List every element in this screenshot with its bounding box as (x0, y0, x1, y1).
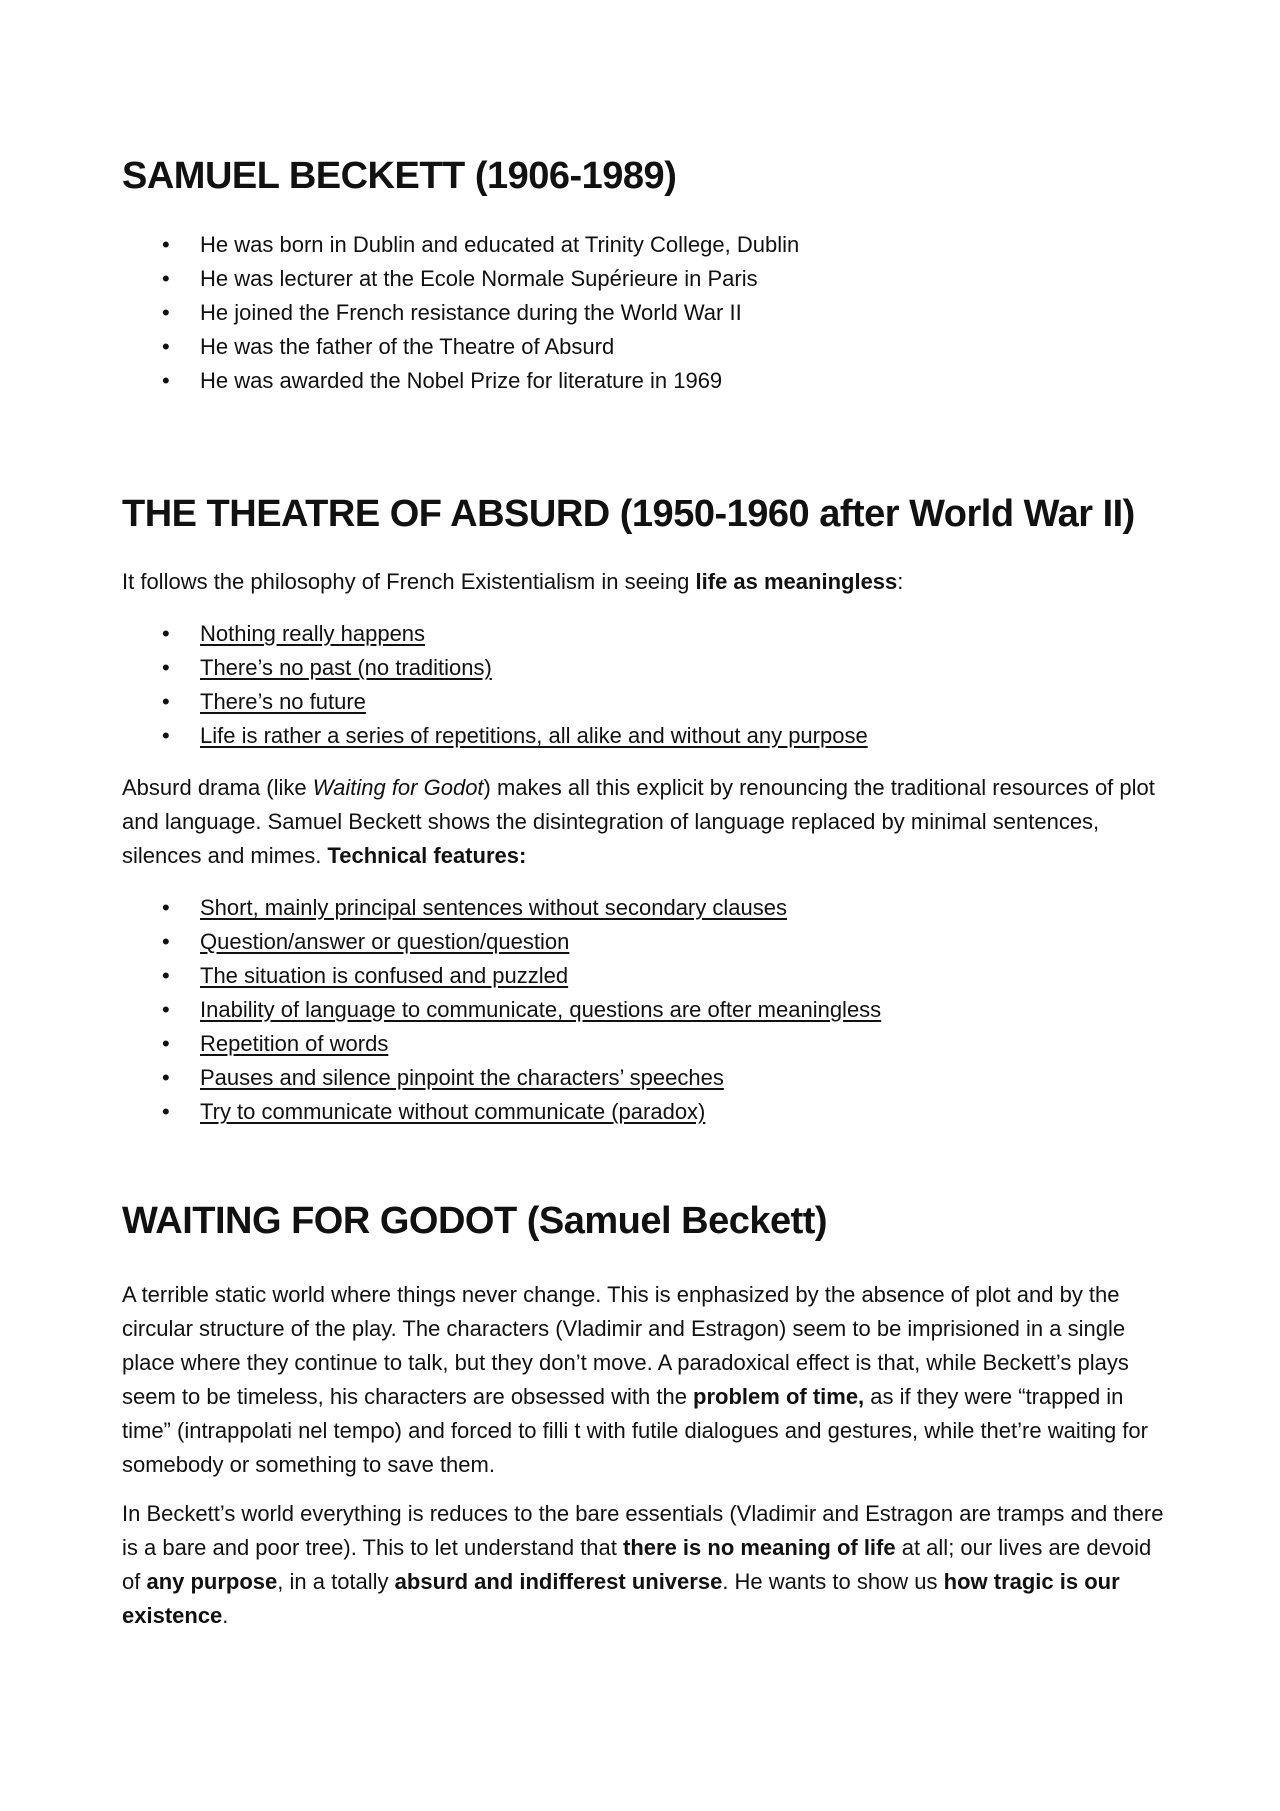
list-item: • There’s no past (no traditions) (122, 651, 868, 685)
beckett-bio-list (122, 228, 799, 398)
list-item: • He was lecturer at the Ecole Normale Supérieure in Paris (122, 262, 799, 296)
list-item: • The situation is confused and puzzled (122, 959, 881, 993)
bare-essentials-paragraph: In Beckett’s world everything is reduces to the bare essentials (Vladimir and Estragon are tramps and there is a bare and poor tree). This to let understand that there is no meaning of life at all; our lives are devoid of any purpose, in a totally absurd and indifferest universe. He wants to show us how tragic is our existence. (122, 1501, 1164, 1628)
list-item: • Try to communicate without communicate (paradox) (122, 1095, 881, 1129)
heading-theatre-of-absurd: THE THEATRE OF ABSURD (1950-1960 after World War II) (122, 493, 1135, 535)
list-item: • Repetition of words (122, 1027, 881, 1061)
technical-features-list (122, 891, 881, 1129)
list-item: • Inability of language to communicate, questions are ofter meaningless (122, 993, 881, 1027)
existentialism-paragraph: It follows the philosophy of French Existentialism in seeing life as meaningless: (122, 569, 904, 594)
list-item: • Life is rather a series of repetitions, all alike and without any purpose (122, 719, 868, 753)
bullet-icon: • (162, 1099, 170, 1124)
bullet-icon: • (162, 1065, 170, 1090)
list-item: • There’s no future (122, 685, 868, 719)
list-item: • Short, mainly principal sentences without secondary clauses (122, 891, 881, 925)
bullet-icon: • (162, 997, 170, 1022)
list-item: • He joined the French resistance during the World War II (122, 296, 799, 330)
bullet-icon: • (162, 334, 170, 359)
bullet-icon: • (162, 266, 170, 291)
heading-waiting-for-godot: WAITING FOR GODOT (Samuel Beckett) (122, 1200, 828, 1242)
list-item: • Pauses and silence pinpoint the characters’ speeches (122, 1061, 881, 1095)
bullet-icon: • (162, 232, 170, 257)
bullet-icon: • (162, 368, 170, 393)
bullet-icon: • (162, 929, 170, 954)
meaningless-life-list (122, 617, 868, 753)
list-item: • He was born in Dublin and educated at Trinity College, Dublin (122, 228, 799, 262)
static-world-paragraph: A terrible static world where things never change. This is enphasized by the absence of plot and by the circular structure of the play. The characters (Vladimir and Estragon) seem to be imprisioned in a single place where they continue to talk, but they don’t move. A paradoxical effect is that, while Beckett’s plays seem to be timeless, his characters are obsessed with the problem of time, as if they were “trapped in time” (intrappolati nel tempo) and forced to filli t with futile dialogues and gestures, while thet’re waiting for somebody or something to save them. (122, 1282, 1148, 1477)
bullet-icon: • (162, 895, 170, 920)
list-item: • Nothing really happens (122, 617, 868, 651)
bullet-icon: • (162, 963, 170, 988)
bullet-icon: • (162, 1031, 170, 1056)
bullet-icon: • (162, 621, 170, 646)
bullet-icon: • (162, 655, 170, 680)
bullet-icon: • (162, 689, 170, 714)
list-item: • He was awarded the Nobel Prize for literature in 1969 (122, 364, 799, 398)
absurd-drama-paragraph: Absurd drama (like Waiting for Godot) makes all this explicit by renouncing the traditional resources of plot and language. Samuel Beckett shows the disintegration of language replaced by minimal sentences, silences and mimes. Technical features: (122, 775, 1155, 868)
list-item: • He was the father of the Theatre of Absurd (122, 330, 799, 364)
bullet-icon: • (162, 300, 170, 325)
list-item: • Question/answer or question/question (122, 925, 881, 959)
heading-samuel-beckett: SAMUEL BECKETT (1906-1989) (122, 155, 677, 197)
bullet-icon: • (162, 723, 170, 748)
